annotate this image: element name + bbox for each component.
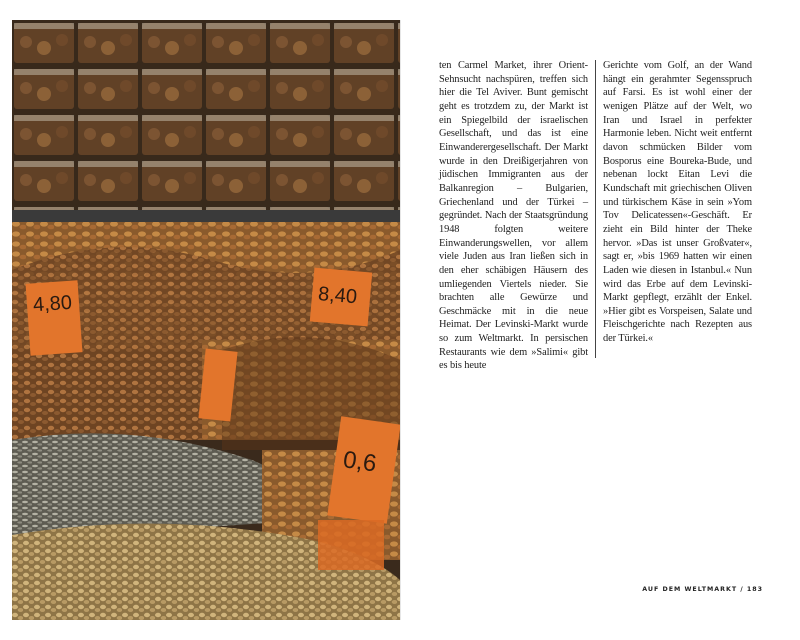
article-column-2: Gerichte vom Golf, an der Wand hängt ein gerahmter Segensspruch auf Farsi. Es ist wohl einer der wenigen Plätze auf der Welt, wo Iran und Israel in perfekter Harmonie leben. Nicht weit entfernt davon schmücken Bilder vom Bosporus eine Boureka-Bude, und nebenan lockt Eitan Levi die Kundschaft mit griechischen Oliven und türkischem Käse in sein »Yom Tov Delicatessen«-Geschäft. Er zieht ein Bild hinter der Theke hervor. »Das ist unser Großvater«, sagt er, »bis 1969 hatten wir einen Laden wie diesen in Istanbul.« Nun wird das Erbe auf dem Levinski-Markt gepflegt, erzählt der Enkel. »Hier gibt es Vorspeisen, Salate und Fleischgerichte nach Rezepten aus der Türkei.« <box>603 60 752 345</box>
price-tag <box>26 280 83 355</box>
price-tag <box>310 268 372 327</box>
column-rule <box>595 60 596 358</box>
svg-text:0,6: 0,6 <box>341 446 379 478</box>
svg-text:4,80: 4,80 <box>32 291 73 317</box>
market-photo-illustration <box>12 20 400 620</box>
footer-section: AUF DEM WELTMARKT <box>642 586 738 593</box>
page-divider <box>400 20 401 620</box>
article-column-1: ten Carmel Market, ihrer Orient-Sehnsucht nachspüren, treffen sich hier die Tel Aviver. Bunt gemischt geht es trotzdem zu, der Markt ist ein Spiegelbild der israelischen Gesellschaft, und das ist eine Einwanderergesellschaft. Der Markt wurde in den Dreißigerjahren von jüdischen Immigranten aus der Balkanregion – Bulgarien, Griechenland und der Türkei – gegründet. Nach der Staatsgründung 1948 folgten weitere Einwanderungswellen, vor allem viele Juden aus Iran ließen sich in den eher schäbigen Häusern des umliegenden Viertels nieder. Sie brachten alle Gewürze und Geschmäcke mit in die neue Heimat. Der Levinski-Markt wurde so zum Weltmarkt. In persischen Restaurants wie dem »Salimi« gibt es bis heute <box>439 60 588 372</box>
market-photo <box>12 20 400 620</box>
page-footer: AUF DEM WELTMARKT / 183 <box>642 586 763 593</box>
page-number: 183 <box>746 586 763 593</box>
svg-text:8,40: 8,40 <box>317 283 358 309</box>
